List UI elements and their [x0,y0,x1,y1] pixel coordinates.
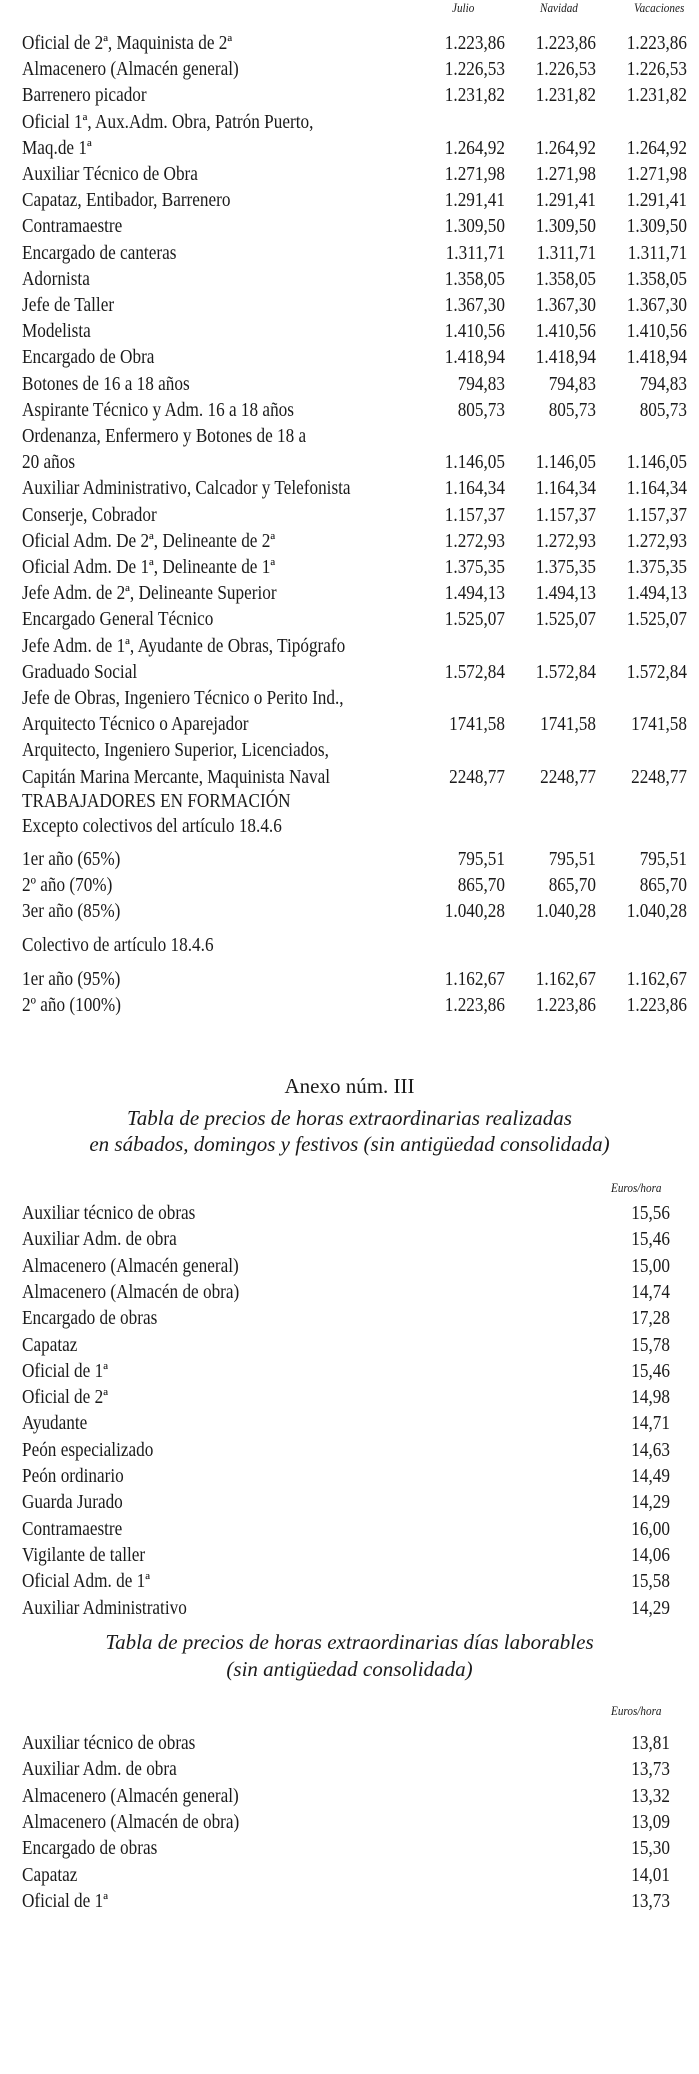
weekend-table-title-1: Tabla de precios de horas extraordinarias realizadas [127,1106,572,1130]
row-value: 794,83 [639,373,687,395]
row-value: 1.146,05 [626,451,687,473]
training-row [0,872,699,898]
row-value: 1.040,28 [444,900,505,922]
row-value: 794,83 [548,373,596,395]
row-value: 15,56 [631,1202,670,1224]
row-value: 14,98 [631,1386,670,1408]
row-label: Ayudante [22,1412,88,1434]
row-value: 1.525,07 [444,608,505,630]
row-value [395,423,505,449]
row-value: 14,06 [631,1544,670,1566]
row-label: Encargado de canteras [22,242,177,264]
row-label: 1er año (65%) [22,848,121,870]
row-value: 15,46 [631,1360,670,1382]
training-except: Excepto colectivos del artículo 18.4.6 [22,815,282,837]
row-value: 1.162,67 [444,968,505,990]
weekend-row [0,1542,699,1568]
row-label: Oficial de 2ª [22,1386,108,1408]
row-label: 20 años [22,451,76,473]
row-value: 2248,77 [449,766,505,788]
row-label: Contramaestre [22,215,123,237]
row-value: 1.271,98 [535,163,596,185]
row-value: 1.264,92 [626,137,687,159]
row-value: 1.223,86 [626,32,687,54]
row-value: 1.494,13 [626,582,687,604]
row-label: Capataz [22,1864,78,1886]
row-value: 1.164,34 [626,477,687,499]
row-value [590,633,687,659]
row-value [590,685,687,711]
row-value: 16,00 [631,1518,670,1540]
collective-row [0,992,699,1018]
row-value: 1.146,05 [535,451,596,473]
row-value: 1.525,07 [626,608,687,630]
weekday-row [0,1809,699,1835]
row-value [395,633,505,659]
salary-row [0,56,699,82]
row-label: 2º año (70%) [22,874,113,896]
row-value [500,737,596,763]
row-value: 14,71 [631,1412,670,1434]
row-value: 1.572,84 [626,661,687,683]
row-value: 1.367,30 [535,294,596,316]
row-label: Auxiliar técnico de obras [22,1732,196,1754]
salary-row [0,737,699,763]
row-label: Jefe Adm. de 2ª, Delineante Superior [22,582,277,604]
col-header-navidad: Navidad [539,0,578,15]
col-header-vacaciones: Vacaciones [633,0,684,15]
row-label: Almacenero (Almacén general) [22,1785,239,1807]
row-label: Graduado Social [22,661,138,683]
row-label: Auxiliar Adm. de obra [22,1228,177,1250]
row-value: 15,30 [631,1837,670,1859]
row-value: 1.367,30 [444,294,505,316]
training-title: TRABAJADORES EN FORMACIÓN [22,790,291,812]
salary-row [0,318,699,344]
row-label: Oficial de 2ª, Maquinista de 2ª [22,32,233,54]
row-value: 1.271,98 [444,163,505,185]
salary-row [0,109,699,135]
row-label: Auxiliar Adm. de obra [22,1758,177,1780]
salary-row [0,449,699,475]
row-value [500,109,596,135]
row-value: 1.146,05 [444,451,505,473]
salary-row [0,764,699,790]
weekday-row [0,1835,699,1861]
row-label: Arquitecto Técnico o Aparejador [22,713,249,735]
weekend-table-title-2: en sábados, domingos y festivos (sin antigüedad consolidada) [89,1132,610,1156]
row-value: 1.358,05 [444,268,505,290]
row-value: 794,83 [457,373,505,395]
row-value: 1.291,41 [535,189,596,211]
row-label: Almacenero (Almacén general) [22,1255,239,1277]
row-label: Aspirante Técnico y Adm. 16 a 18 años [22,399,294,421]
collective-title: Colectivo de artículo 18.4.6 [22,934,214,956]
row-value: 1.309,50 [626,215,687,237]
salary-row [0,554,699,580]
row-label: Almacenero (Almacén de obra) [22,1811,240,1833]
row-label: Guarda Jurado [22,1491,123,1513]
salary-row [0,711,699,737]
weekday-row [0,1756,699,1782]
weekend-row [0,1305,699,1331]
row-value: 15,46 [631,1228,670,1250]
weekend-row [0,1200,699,1226]
row-value: 1741,58 [540,713,596,735]
row-value: 17,28 [631,1307,670,1329]
weekday-row [0,1888,699,1914]
row-value: 1.231,82 [626,84,687,106]
weekend-row [0,1384,699,1410]
row-value: 1.311,71 [536,242,596,264]
row-value: 1.572,84 [535,661,596,683]
row-value: 1.226,53 [626,58,687,80]
salary-row [0,135,699,161]
row-value [590,423,687,449]
row-value: 1.162,67 [535,968,596,990]
row-value: 1741,58 [449,713,505,735]
salary-row [0,397,699,423]
row-value: 1.494,13 [535,582,596,604]
row-value: 1.311,71 [445,242,505,264]
row-label: 1er año (95%) [22,968,121,990]
row-value: 1.375,35 [535,556,596,578]
salary-row [0,240,699,266]
row-value: 1.572,84 [444,661,505,683]
row-value: 14,63 [631,1439,670,1461]
row-value: 1.157,37 [444,504,505,526]
row-label: Oficial de 1ª [22,1890,108,1912]
row-value [590,737,687,763]
row-value: 1.311,71 [627,242,687,264]
weekend-row [0,1568,699,1594]
row-value: 865,70 [639,874,687,896]
row-value: 15,00 [631,1255,670,1277]
row-label: Botones de 16 a 18 años [22,373,190,395]
row-value: 15,78 [631,1334,670,1356]
weekend-row [0,1332,699,1358]
row-value: 1.525,07 [535,608,596,630]
row-label: Barrenero picador [22,84,147,106]
row-value: 1.231,82 [444,84,505,106]
salary-row [0,187,699,213]
row-value: 1.223,86 [444,994,505,1016]
row-label: Capataz [22,1334,78,1356]
row-value: 1.410,56 [535,320,596,342]
row-value: 1.223,86 [535,32,596,54]
collective-row [0,966,699,992]
weekend-unit-header: Euros/hora [611,1180,662,1195]
row-value [395,737,505,763]
row-label: Encargado de obras [22,1307,158,1329]
row-value: 1.164,34 [444,477,505,499]
row-label: Jefe Adm. de 1ª, Ayudante de Obras, Tipógrafo [22,635,346,657]
row-value: 805,73 [457,399,505,421]
row-value: 795,51 [639,848,687,870]
row-label: Peón especializado [22,1439,154,1461]
row-label: Ordenanza, Enfermero y Botones de 18 a [22,425,307,447]
row-value: 1.157,37 [535,504,596,526]
salary-row [0,633,699,659]
row-label: Jefe de Taller [22,294,115,316]
row-value: 1.271,98 [626,163,687,185]
weekday-row [0,1783,699,1809]
row-label: Auxiliar Administrativo, Calcador y Telefonista [22,477,351,499]
training-row [0,846,699,872]
row-value: 1.226,53 [535,58,596,80]
row-value [395,109,505,135]
row-label: Auxiliar Administrativo [22,1597,187,1619]
row-label: Almacenero (Almacén general) [22,58,239,80]
row-value: 1.157,37 [626,504,687,526]
row-label: Peón ordinario [22,1465,124,1487]
row-label: Oficial 1ª, Aux.Adm. Obra, Patrón Puerto, [22,111,314,133]
row-value: 1741,58 [631,713,687,735]
salary-row [0,475,699,501]
row-value: 1.494,13 [444,582,505,604]
row-value: 1.367,30 [626,294,687,316]
weekend-row [0,1279,699,1305]
row-value: 1.226,53 [444,58,505,80]
row-label: Almacenero (Almacén de obra) [22,1281,240,1303]
salary-row [0,528,699,554]
annex-title: Anexo núm. III [284,1074,415,1098]
row-label: Conserje, Cobrador [22,504,157,526]
row-value: 13,73 [631,1758,670,1780]
salary-row [0,344,699,370]
row-label: Encargado de Obra [22,346,155,368]
row-value: 1.309,50 [444,215,505,237]
weekend-row [0,1489,699,1515]
weekend-row [0,1358,699,1384]
row-label: Oficial Adm. De 1ª, Delineante de 1ª [22,556,276,578]
row-value [395,685,505,711]
row-value [590,109,687,135]
row-label: Vigilante de taller [22,1544,146,1566]
weekend-row [0,1253,699,1279]
weekend-row [0,1463,699,1489]
row-value: 1.418,94 [626,346,687,368]
row-value: 1.223,86 [626,994,687,1016]
weekend-row [0,1410,699,1436]
row-value: 1.272,93 [535,530,596,552]
row-label: Capataz, Entibador, Barrenero [22,189,231,211]
row-value: 14,01 [631,1864,670,1886]
row-label: 2º año (100%) [22,994,121,1016]
row-label: Contramaestre [22,1518,123,1540]
row-value: 1.231,82 [535,84,596,106]
row-label: Auxiliar Técnico de Obra [22,163,198,185]
row-value: 1.309,50 [535,215,596,237]
row-value: 14,74 [631,1281,670,1303]
row-value: 1.291,41 [626,189,687,211]
row-value: 1.358,05 [626,268,687,290]
row-label: Oficial Adm. De 2ª, Delineante de 2ª [22,530,276,552]
salary-row [0,606,699,632]
row-label: Adornista [22,268,90,290]
row-value: 14,29 [631,1491,670,1513]
row-value: 1.272,93 [626,530,687,552]
weekend-row [0,1516,699,1542]
row-value: 2248,77 [540,766,596,788]
salary-row [0,659,699,685]
training-row [0,898,699,924]
row-value: 865,70 [548,874,596,896]
row-value [500,423,596,449]
row-value: 1.418,94 [535,346,596,368]
row-value: 1.410,56 [444,320,505,342]
row-value: 1.223,86 [535,994,596,1016]
salary-row [0,580,699,606]
salary-row [0,30,699,56]
row-value: 795,51 [548,848,596,870]
row-label: Encargado de obras [22,1837,158,1859]
row-label: Oficial de 1ª [22,1360,108,1382]
row-value: 13,32 [631,1785,670,1807]
salary-row [0,292,699,318]
row-label: Auxiliar técnico de obras [22,1202,196,1224]
row-value: 865,70 [457,874,505,896]
row-value: 13,09 [631,1811,670,1833]
salary-row [0,82,699,108]
salary-row [0,161,699,187]
col-header-julio: Julio [452,0,475,15]
salary-row [0,423,699,449]
row-value: 805,73 [639,399,687,421]
row-label: Modelista [22,320,91,342]
row-value: 1.418,94 [444,346,505,368]
salary-row [0,213,699,239]
row-value: 15,58 [631,1570,670,1592]
row-value: 2248,77 [631,766,687,788]
weekday-table-title-1: Tabla de precios de horas extraordinarias días laborables [105,1630,594,1654]
row-label: Jefe de Obras, Ingeniero Técnico o Perito Ind., [22,687,344,709]
weekend-row [0,1437,699,1463]
salary-row [0,502,699,528]
row-value: 1.410,56 [626,320,687,342]
row-value: 1.272,93 [444,530,505,552]
row-value: 1.375,35 [444,556,505,578]
weekday-unit-header: Euros/hora [611,1703,662,1718]
weekday-row [0,1862,699,1888]
row-value: 13,81 [631,1732,670,1754]
salary-row [0,685,699,711]
row-label: Oficial Adm. de 1ª [22,1570,150,1592]
row-value: 1.375,35 [626,556,687,578]
row-value: 13,73 [631,1890,670,1912]
row-value: 1.223,86 [444,32,505,54]
row-value: 14,49 [631,1465,670,1487]
row-value: 14,29 [631,1597,670,1619]
weekday-row [0,1730,699,1756]
row-label: Maq.de 1ª [22,137,92,159]
row-value: 1.162,67 [626,968,687,990]
row-value [500,633,596,659]
weekend-row [0,1226,699,1252]
row-value: 1.264,92 [535,137,596,159]
weekend-row [0,1595,699,1621]
salary-row [0,371,699,397]
row-value: 1.358,05 [535,268,596,290]
row-value [500,685,596,711]
row-label: Encargado General Técnico [22,608,214,630]
row-value: 1.264,92 [444,137,505,159]
salary-row [0,266,699,292]
weekday-table-title-2: (sin antigüedad consolidada) [226,1657,473,1681]
row-value: 1.291,41 [444,189,505,211]
row-value: 1.164,34 [535,477,596,499]
row-value: 1.040,28 [535,900,596,922]
row-value: 805,73 [548,399,596,421]
row-value: 1.040,28 [626,900,687,922]
row-label: Arquitecto, Ingeniero Superior, Licenciados, [22,739,329,761]
row-value: 795,51 [457,848,505,870]
row-label: 3er año (85%) [22,900,121,922]
row-label: Capitán Marina Mercante, Maquinista Naval [22,766,331,788]
